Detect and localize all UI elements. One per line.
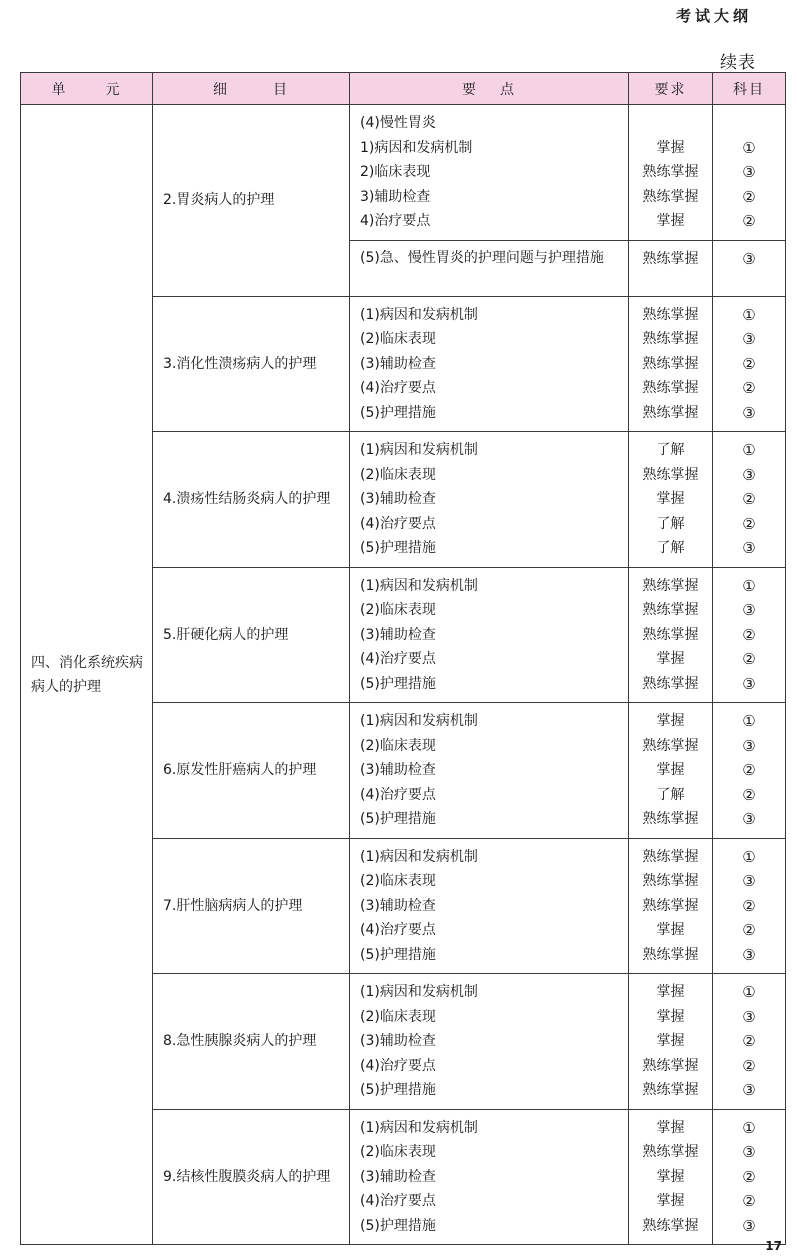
- point-item: (3)辅助检查: [360, 897, 436, 914]
- subject-item: ②: [742, 1192, 756, 1210]
- header-subject: 科目: [713, 73, 786, 105]
- point-item: (4)治疗要点: [360, 922, 436, 938]
- requirement-cell: [629, 974, 713, 1110]
- subject-item: ③: [742, 330, 756, 348]
- requirement-item: 掌握: [656, 1008, 685, 1025]
- detail-text: 5.肝硬化病人的护理: [163, 626, 289, 643]
- requirement-item: 熟练掌握: [642, 404, 699, 421]
- requirement-item: 掌握: [656, 1119, 685, 1136]
- subject-item: ①: [742, 983, 756, 1001]
- subject-item: ②: [742, 761, 756, 779]
- header-points: [350, 73, 629, 105]
- subject-cell: [713, 974, 786, 1110]
- requirement-item: 熟练掌握: [642, 675, 699, 692]
- point-item: (3)辅助检查: [360, 491, 436, 507]
- points-cell: [350, 567, 629, 703]
- detail-cell: [153, 703, 350, 839]
- subject-item: ②: [742, 490, 756, 508]
- header-points-char-1: 要: [462, 81, 478, 98]
- requirement-item: 了解: [656, 515, 685, 532]
- requirement-item: 熟练掌握: [642, 164, 699, 180]
- requirement-item: 掌握: [656, 713, 685, 729]
- subject-item: ①: [742, 305, 756, 324]
- point-item: 3)辅助检查: [360, 188, 431, 205]
- subject-item: ①: [742, 847, 756, 866]
- requirement-item: 熟练掌握: [642, 466, 699, 483]
- subject-item: ③: [742, 403, 756, 422]
- page-header-title: 考试大纲: [675, 7, 752, 25]
- requirement-item: 熟练掌握: [642, 188, 699, 205]
- subject-cell: [713, 567, 786, 703]
- point-item: (4)治疗要点: [360, 786, 436, 803]
- requirement-cell: [629, 567, 713, 703]
- requirement-cell: [629, 296, 713, 432]
- subject-cell: [713, 703, 786, 839]
- requirement-item: 熟练掌握: [642, 331, 699, 347]
- requirement-item: 熟练掌握: [642, 250, 699, 267]
- point-item: (1)病因和发病机制: [360, 848, 478, 865]
- points-cell: [350, 296, 629, 432]
- point-item: (1)病因和发病机制: [360, 442, 478, 458]
- points-cell: [350, 838, 629, 974]
- subject-cell: [713, 432, 786, 568]
- points-cell: [350, 1109, 629, 1245]
- point-item: (2)临床表现: [360, 331, 436, 347]
- point-item: (3)辅助检查: [360, 1168, 436, 1185]
- point-item: 4)治疗要点: [360, 213, 431, 229]
- point-item: (3)辅助检查: [360, 1033, 436, 1049]
- subject-item: ②: [742, 187, 756, 206]
- subject-item: ①: [742, 576, 756, 595]
- requirement-item: 熟练掌握: [642, 737, 699, 754]
- header-detail-char-2: 目: [273, 81, 289, 98]
- requirement-item: 熟练掌握: [642, 626, 699, 643]
- requirement-cell: [629, 1109, 713, 1245]
- point-item: (4)治疗要点: [360, 651, 436, 667]
- requirement-item: 掌握: [656, 651, 685, 667]
- header-unit-char-1: 单: [51, 81, 68, 98]
- subject-item: ③: [742, 810, 756, 828]
- point-item: (2)临床表现: [360, 1008, 436, 1025]
- subject-item: ①: [742, 1118, 756, 1137]
- subject-item: ②: [742, 785, 756, 804]
- requirement-item: 熟练掌握: [642, 355, 699, 372]
- subject-item: ③: [742, 601, 756, 619]
- subject-item: [717, 111, 781, 136]
- point-item: (4)治疗要点: [360, 1057, 436, 1074]
- subject-item: ②: [742, 514, 756, 533]
- detail-text: 4.溃疡性结肠炎病人的护理: [163, 491, 331, 508]
- header-unit-char-2: 元: [105, 81, 122, 98]
- subject-item: ③: [742, 674, 756, 693]
- subject-item: ①: [742, 712, 756, 730]
- requirement-item: 掌握: [656, 922, 685, 938]
- subject-item: ③: [742, 163, 756, 181]
- point-item: (1)病因和发病机制: [360, 713, 478, 729]
- detail-cell: [153, 1109, 350, 1245]
- subject-item: ②: [742, 625, 756, 644]
- requirement-item: 掌握: [656, 984, 685, 1000]
- subject-item: ②: [742, 896, 756, 915]
- requirement-item: 掌握: [656, 139, 685, 156]
- requirement-cell: [629, 105, 713, 241]
- subject-cell: [713, 240, 786, 296]
- subject-cell: [713, 105, 786, 241]
- requirement-item: 熟练掌握: [642, 897, 699, 914]
- points-cell: [350, 703, 629, 839]
- point-item: (5)护理措施: [360, 1217, 436, 1234]
- point-item: (2)临床表现: [360, 602, 436, 618]
- point-item: (5)急、慢性胃炎的护理问题与护理措施: [360, 249, 604, 266]
- subject-item: ③: [742, 539, 756, 557]
- point-item: (1)病因和发病机制: [360, 984, 478, 1000]
- point-item: 2)临床表现: [360, 164, 431, 180]
- requirement-item: 熟练掌握: [642, 1144, 699, 1160]
- requirement-item: 掌握: [656, 1033, 685, 1049]
- subject-item: ③: [742, 249, 756, 268]
- point-item: (5)护理措施: [360, 1082, 436, 1098]
- requirement-item: 熟练掌握: [642, 1057, 699, 1074]
- requirement-item: 熟练掌握: [642, 577, 699, 594]
- requirement-item: 掌握: [656, 1193, 685, 1209]
- subject-item: ③: [742, 465, 756, 484]
- requirement-item: 掌握: [656, 491, 685, 507]
- header-requirement: 要求: [629, 73, 713, 105]
- subject-item: ①: [742, 441, 756, 459]
- subject-item: ②: [742, 354, 756, 373]
- requirement-item: 熟练掌握: [642, 306, 699, 323]
- subject-item: ②: [742, 212, 756, 230]
- subject-item: ①: [742, 138, 756, 157]
- point-item: (2)临床表现: [360, 1144, 436, 1160]
- point-item: (5)护理措施: [360, 946, 436, 963]
- subject-item: ③: [742, 872, 756, 890]
- header-detail-char-1: 细: [213, 81, 229, 98]
- point-item: (3)辅助检查: [360, 626, 436, 643]
- detail-text: 8.急性胰腺炎病人的护理: [163, 1033, 317, 1050]
- requirement-cell: [629, 240, 713, 296]
- detail-text: 2.胃炎病人的护理: [163, 192, 275, 209]
- requirement-item: 熟练掌握: [642, 1082, 699, 1098]
- requirement-item: 了解: [656, 786, 685, 803]
- requirement-cell: [629, 838, 713, 974]
- subject-item: ②: [742, 1167, 756, 1186]
- subject-item: ②: [742, 1032, 756, 1050]
- subject-item: ③: [742, 945, 756, 964]
- point-item: (4)治疗要点: [360, 515, 436, 532]
- detail-cell: [153, 296, 350, 432]
- page-number: 17: [765, 1239, 782, 1253]
- points-cell: [350, 105, 629, 241]
- requirement-item: 熟练掌握: [642, 848, 699, 865]
- subject-item: ②: [742, 1056, 756, 1075]
- detail-text: 7.肝性脑病病人的护理: [163, 897, 303, 914]
- point-item: (1)病因和发病机制: [360, 1119, 478, 1136]
- requirement-item: 掌握: [656, 1168, 685, 1185]
- point-item: (4)治疗要点: [360, 1193, 436, 1209]
- header-detail: [153, 73, 350, 105]
- requirement-item: 了解: [656, 442, 685, 458]
- point-item: (5)护理措施: [360, 675, 436, 692]
- requirement-item: 熟练掌握: [642, 946, 699, 963]
- unit-cell: 四、消化系统疾病病人的护理: [21, 105, 153, 1245]
- detail-cell: [153, 838, 350, 974]
- detail-cell: [153, 432, 350, 568]
- table-row: [21, 105, 786, 241]
- requirement-item: 熟练掌握: [642, 811, 699, 827]
- requirement-item: 熟练掌握: [642, 1217, 699, 1234]
- point-item: (5)护理措施: [360, 811, 436, 827]
- requirement-item: 掌握: [656, 213, 685, 229]
- requirement-item: [633, 111, 708, 136]
- point-item: (5)护理措施: [360, 540, 436, 556]
- points-cell: [350, 240, 629, 296]
- detail-cell: [153, 105, 350, 297]
- continued-label: 续表: [720, 53, 756, 73]
- subject-item: ③: [742, 1007, 756, 1026]
- header-points-char-2: 点: [500, 81, 516, 98]
- requirement-item: 熟练掌握: [642, 380, 699, 396]
- subject-item: ②: [742, 650, 756, 668]
- subject-cell: [713, 838, 786, 974]
- subject-item: ②: [742, 921, 756, 939]
- point-item: (2)临床表现: [360, 466, 436, 483]
- point-item: 1)病因和发病机制: [360, 139, 473, 156]
- syllabus-table: [20, 72, 786, 1245]
- detail-text: 9.结核性腹膜炎病人的护理: [163, 1168, 331, 1185]
- requirement-cell: [629, 432, 713, 568]
- subject-item: ③: [742, 1143, 756, 1161]
- detail-text: 3.消化性溃疡病人的护理: [163, 355, 317, 372]
- subject-item: ②: [742, 379, 756, 397]
- subject-cell: [713, 296, 786, 432]
- point-item: (4)慢性胃炎: [360, 115, 436, 131]
- point-item: (2)临床表现: [360, 737, 436, 754]
- point-item: (5)护理措施: [360, 404, 436, 421]
- subject-cell: [713, 1109, 786, 1245]
- point-item: (1)病因和发病机制: [360, 306, 478, 323]
- point-item: (3)辅助检查: [360, 762, 436, 778]
- subject-item: ③: [742, 1081, 756, 1099]
- requirement-item: 掌握: [656, 762, 685, 778]
- header-unit: [21, 73, 153, 105]
- point-item: (3)辅助检查: [360, 355, 436, 372]
- requirement-item: 了解: [656, 540, 685, 556]
- subject-item: ③: [742, 736, 756, 755]
- points-cell: [350, 432, 629, 568]
- table-header-row: [21, 73, 786, 105]
- requirement-cell: [629, 703, 713, 839]
- points-cell: [350, 974, 629, 1110]
- detail-text: 6.原发性肝癌病人的护理: [163, 762, 317, 779]
- point-item: (1)病因和发病机制: [360, 577, 478, 594]
- detail-cell: [153, 974, 350, 1110]
- requirement-item: 熟练掌握: [642, 602, 699, 618]
- point-item: (2)临床表现: [360, 873, 436, 889]
- requirement-item: 熟练掌握: [642, 873, 699, 889]
- subject-item: ③: [742, 1216, 756, 1235]
- detail-cell: [153, 567, 350, 703]
- point-item: (4)治疗要点: [360, 380, 436, 396]
